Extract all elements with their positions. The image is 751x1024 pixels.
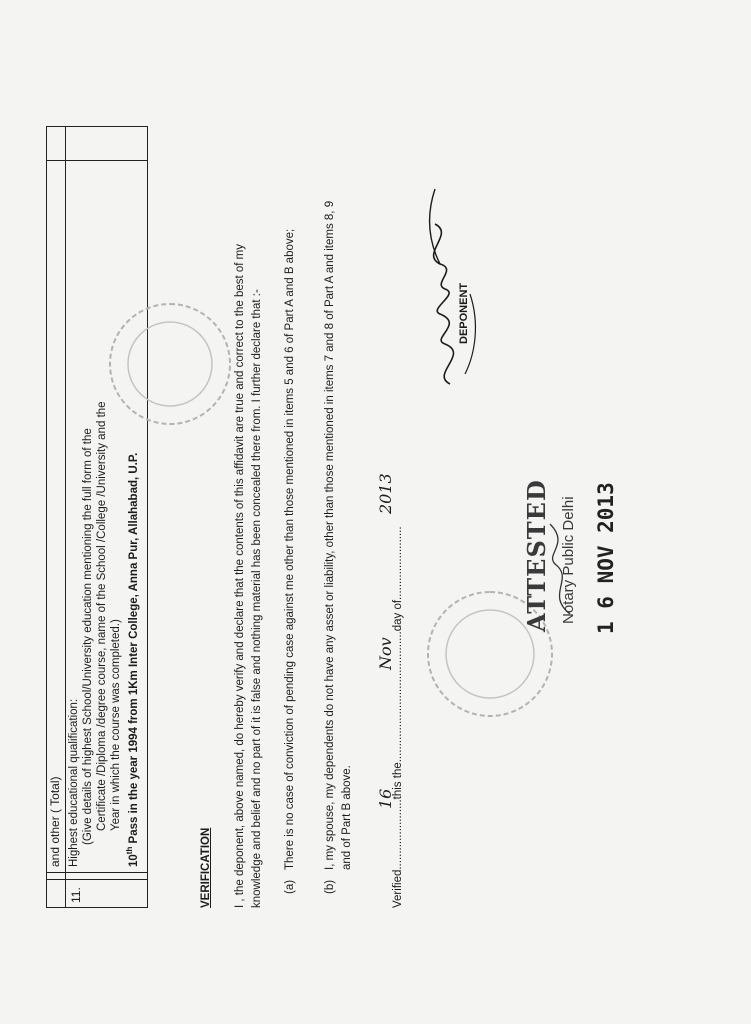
item-b-line-1: I, my spouse, my dependents do not have any asset or liability, other than those mentioned in items 7 and 8 of Part A and items 8, 9: [324, 200, 336, 870]
table-top-row-text: and other ( Total): [48, 776, 62, 867]
verification-heading: VERIFICATION: [200, 827, 212, 908]
qualification-heading: Highest educational qualification:: [68, 698, 80, 867]
qualification-answer: 10th Pass in the year 1994 from 1Km Inter College, Anna Pur, Allahabad, U.P.: [125, 452, 140, 867]
item-b-line-2: and of Part B above.: [341, 765, 353, 870]
instruction-line-2: Certificate /Diploma /degree course, name of the School /College /University and the: [96, 401, 108, 831]
notary-stamp: Notary Public Delhi: [560, 496, 577, 624]
notary-signature: [540, 504, 580, 624]
handwritten-year: 2013: [376, 473, 395, 514]
handwritten-day: 16: [376, 788, 395, 809]
row-number: 11.: [69, 887, 83, 903]
round-seal-top: [100, 294, 240, 434]
qualification-table: [46, 126, 148, 908]
handwritten-month: Nov: [376, 637, 395, 670]
attested-stamp: ATTESTED: [522, 479, 551, 632]
stamp-date: 1 6 NOV 2013: [594, 482, 618, 634]
item-a-text: There is no case of conviction of pending case against me other than those mentioned in items 5 and 6 of Part A and B above;: [284, 228, 296, 870]
item-a-label: (a): [284, 879, 296, 894]
deponent-label: DEPONENT: [458, 282, 470, 344]
verified-line: Verified......................this the.........................................day of.......................: [392, 526, 404, 908]
verification-para-line-2: knowledge and belief and no part of it is false and nothing material has been concealed there from. I further declare that :-: [251, 289, 263, 908]
instruction-line-3: Year in which the course was completed.): [110, 619, 122, 831]
instruction-line-1: (Give details of highest School/University education mentioning the full form of the: [82, 428, 94, 845]
item-b-label: (b): [324, 879, 336, 894]
deponent-signature: [410, 184, 500, 404]
verification-para-line-1: I , the deponent, above named, do hereby verify and declare that the contents of this affidavit are true and correct to the best of my: [234, 244, 246, 908]
